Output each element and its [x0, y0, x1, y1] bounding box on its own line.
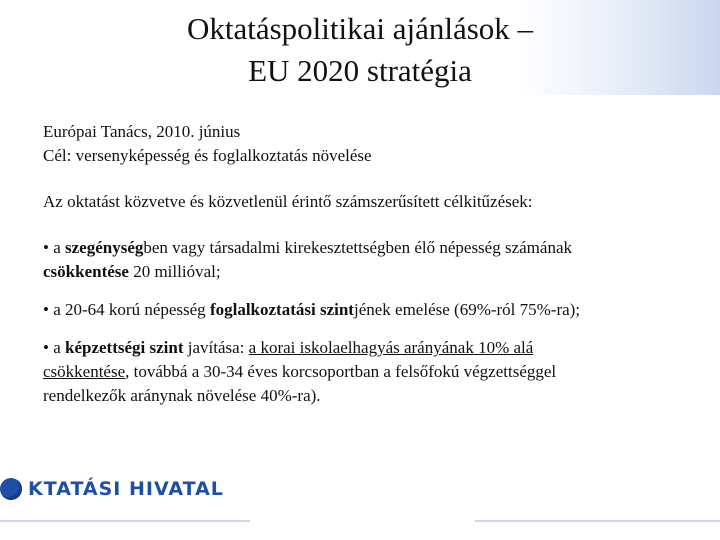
bullet-poverty: [43, 236, 683, 284]
bullet-text: ben vagy társadalmi kirekesztettségben élő népesség számának: [143, 238, 572, 257]
slide-content: [43, 120, 683, 408]
intro-line-2: Cél: versenyképesség és foglalkoztatás növelése: [43, 146, 372, 165]
bullet-bold: foglalkoztatási szint: [209, 300, 354, 319]
bullet-text: • a 20-64 korú népesség: [43, 300, 210, 319]
bullet-bold: képzettségi szint: [65, 338, 184, 357]
organization-logo: [0, 474, 224, 504]
bullet-employment: [43, 298, 683, 322]
bullet-bold: csökkentése: [43, 262, 129, 281]
title-line-2: EU 2020 stratégia: [248, 53, 472, 88]
bullet-bold: szegénység: [65, 238, 144, 257]
bullet-underline: a korai iskolaelhagyás arányának 10% alá: [248, 338, 534, 357]
bullet-text: • a: [43, 238, 65, 257]
bullet-education: [43, 336, 683, 408]
bullet-text: , továbbá a 30-34 éves korcsoportban a felsőfokú végzettséggel: [125, 362, 557, 381]
intro-line-1: Európai Tanács, 2010. június: [43, 122, 241, 141]
bullet-underline: csökkentése: [43, 362, 126, 381]
bullet-text: jének emelése (69%-ról 75%-ra);: [353, 300, 581, 319]
bullet-text: javítása:: [183, 338, 249, 357]
footer-divider-right: [475, 520, 720, 522]
bullet-text: • a: [43, 338, 65, 357]
circle-logo-icon: [0, 478, 22, 500]
bullet-text: 20 millióval;: [128, 262, 221, 281]
slide-title: [60, 8, 660, 92]
intro-heading: Az oktatást közvetve és közvetlenül érintő számszerűsített célkitűzések:: [43, 192, 533, 211]
bullet-text: rendelkezők aránynak növelése 40%-ra).: [43, 386, 321, 405]
title-line-1: Oktatáspolitikai ajánlások –: [186, 11, 534, 46]
logo-text: KTATÁSI HIVATAL: [28, 478, 224, 500]
footer-divider-left: [0, 520, 250, 522]
